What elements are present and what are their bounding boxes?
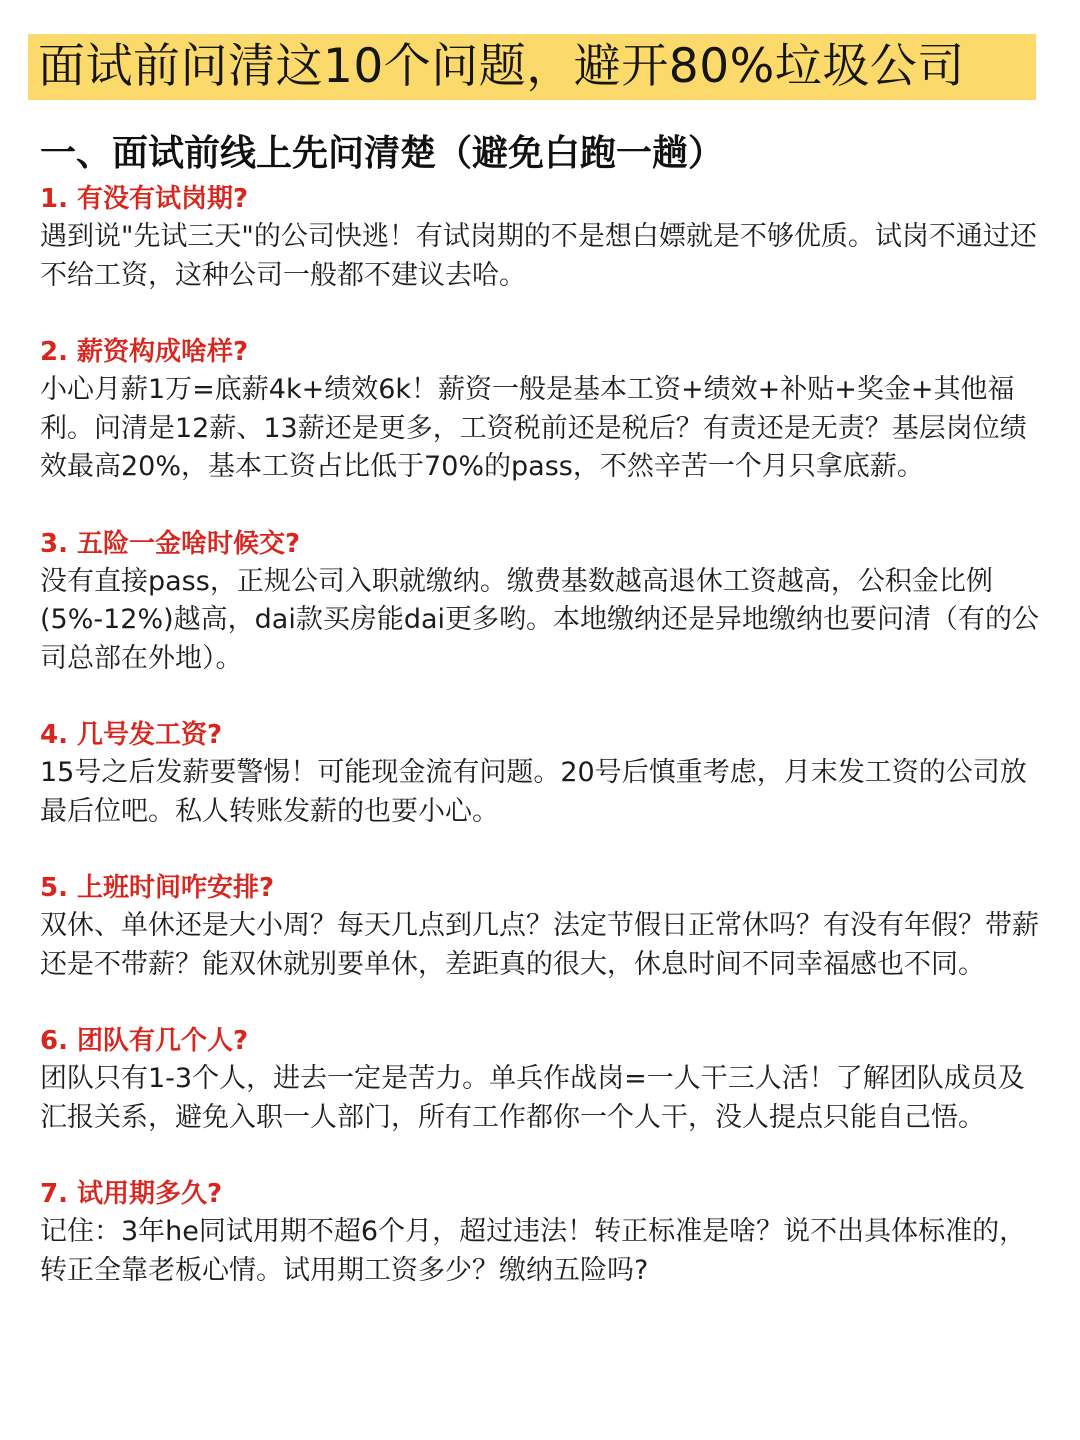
question-title: 5. 上班时间咋安排?	[40, 873, 275, 903]
question-list	[40, 180, 1040, 1328]
question-item	[40, 180, 1040, 295]
question-title: 4. 几号发工资?	[40, 720, 223, 750]
question-item	[40, 1175, 1040, 1290]
question-item	[40, 333, 1040, 487]
question-title: 1. 有没有试岗期?	[40, 184, 249, 214]
question-item	[40, 525, 1040, 679]
question-body: 团队只有1-3个人，进去一定是苦力。单兵作战岗=一人干三人活！了解团队成员及汇报关系，避免入职一人部门，所有工作都你一个人干，没人提点只能自己悟。	[40, 1063, 1025, 1133]
question-body: 记住：3年he同试用期不超6个月，超过违法！转正标准是啥？说不出具体标准的，转正全靠老板心情。试用期工资多少？缴纳五险吗?	[40, 1216, 1027, 1286]
question-body: 双休、单休还是大小周？每天几点到几点？法定节假日正常休吗？有没有年假？带薪还是不带薪？能双休就别要单休，差距真的很大，休息时间不同幸福感也不同。	[40, 910, 1039, 980]
question-item	[40, 1022, 1040, 1137]
question-item	[40, 869, 1040, 984]
question-body: 遇到说"先试三天"的公司快逃！有试岗期的不是想白嫖就是不够优质。试岗不通过还不给工资，这种公司一般都不建议去哈。	[40, 221, 1037, 291]
question-body: 小心月薪1万=底薪4k+绩效6k！薪资一般是基本工资+绩效+补贴+奖金+其他福利。问清是12薪、13薪还是更多，工资税前还是税后？有责还是无责？基层岗位绩效最高20%，基本工资占比低于70%的pass，不然辛苦一个月只拿底薪。	[40, 374, 1027, 482]
question-title: 7. 试用期多久?	[40, 1179, 223, 1209]
question-item	[40, 716, 1040, 831]
question-body: 没有直接pass，正规公司入职就缴纳。缴费基数越高退休工资越高，公积金比例(5%-12%)越高，dai款买房能dai更多哟。本地缴纳还是异地缴纳也要问清（有的公司总部在外地）。	[40, 565, 1040, 674]
question-body: 15号之后发薪要警惕！可能现金流有问题。20号后慎重考虑，月末发工资的公司放最后位吧。私人转账发薪的也要小心。	[40, 757, 1027, 827]
title-banner	[28, 34, 1036, 100]
section-heading: 一、面试前线上先问清楚（避免白跑一趟）	[40, 133, 725, 174]
page-title: 面试前问清这10个问题，避开80%垃圾公司	[38, 39, 965, 94]
question-title: 6. 团队有几个人?	[40, 1026, 249, 1056]
question-title: 3. 五险一金啥时候交?	[40, 528, 301, 559]
question-title: 2. 薪资构成啥样?	[40, 337, 249, 367]
